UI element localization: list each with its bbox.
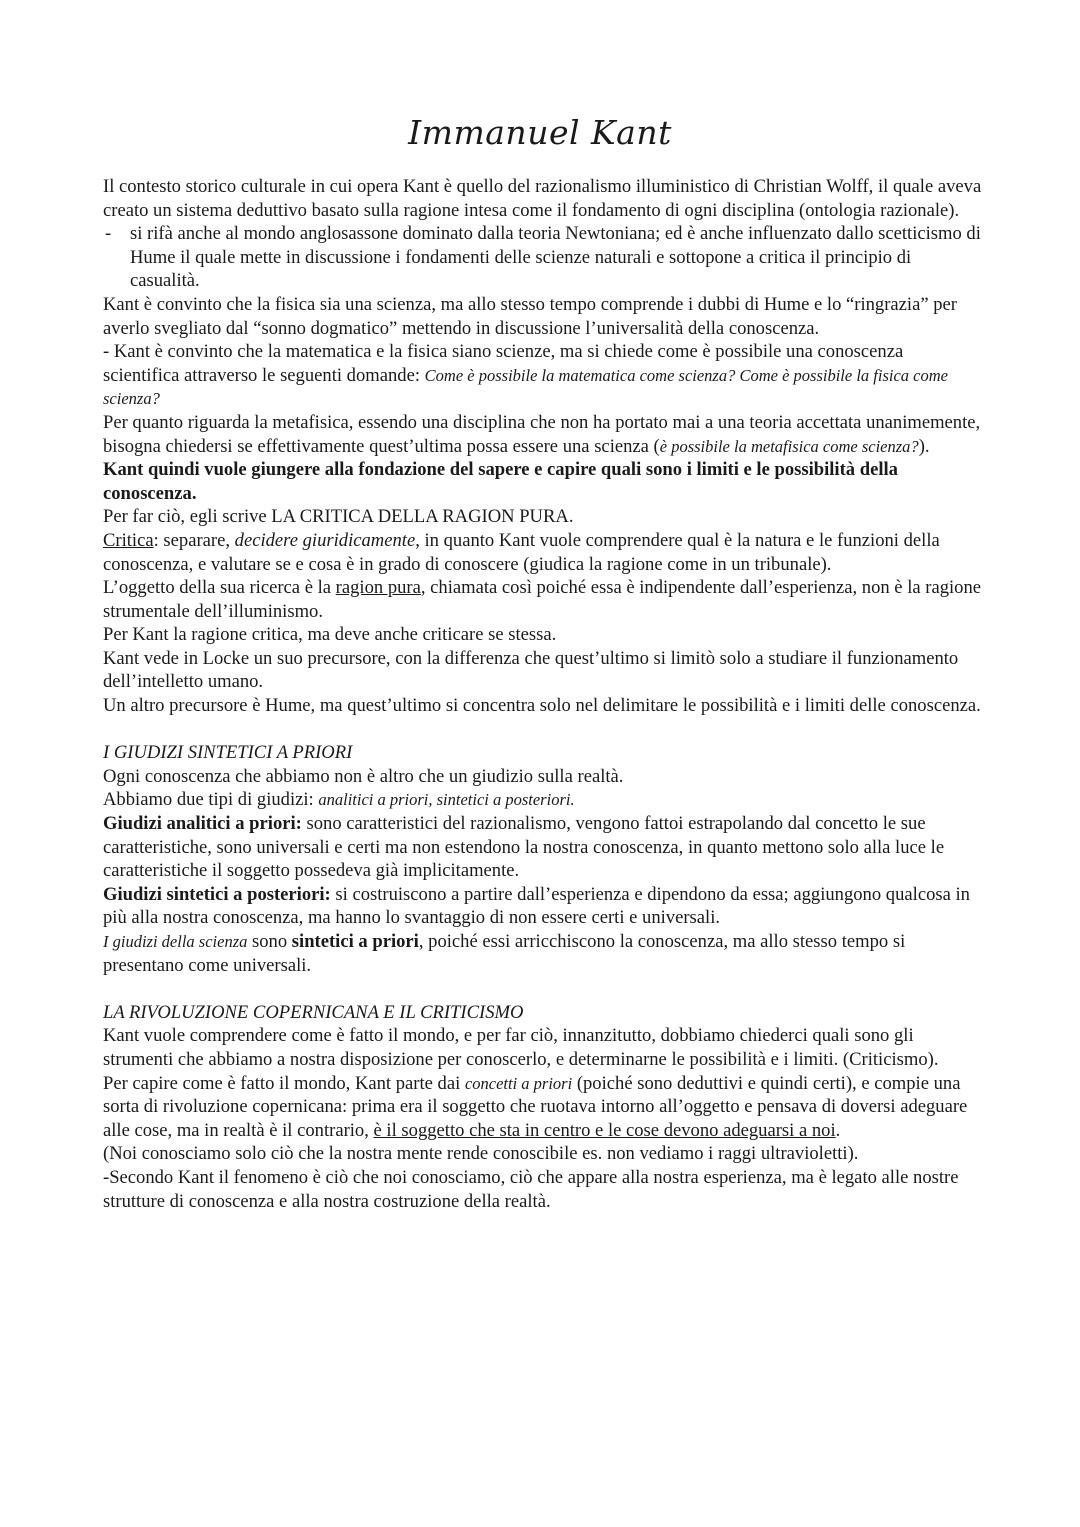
paragraph-sintetici-posteriori xyxy=(103,883,983,930)
paragraph-rivoluzione xyxy=(103,1072,983,1143)
scienza-italic: I giudizi della scienza xyxy=(103,932,248,951)
scienza-text-b: , poiché essi arricchiscono la conoscenza, ma allo stesso tempo si presentano come universali. xyxy=(103,931,906,976)
critica-term: Critica xyxy=(103,529,154,551)
paragraph-scienza xyxy=(103,930,983,977)
paragraph-self-critique: Per Kant la ragione critica, ma deve anche criticare se stessa. xyxy=(103,624,557,646)
sintetici-posteriori-text: si costruiscono a partire dall’esperienza e dipendono da essa; aggiungono qualcosa in più alla nostra conoscenza, ma hanno lo svantaggio di non essere certi e universali. xyxy=(103,883,970,929)
bullet-dash: - xyxy=(105,223,112,245)
questions-italic: Come è possibile la matematica come scienza? Come è possibile la fisica come scienza? xyxy=(103,365,948,409)
questions-text: - Kant è convinto che la matematica e la fisica siano scienze, ma si chiede come è possibile una conoscenza scientifica attraverso le seguenti domande: xyxy=(103,341,904,386)
concetti-priori-italic: concetti a priori xyxy=(464,1073,573,1093)
scienza-text-a: sono xyxy=(247,931,292,952)
paragraph-fenomeno: -Secondo Kant il fenomeno è ciò che noi conosciamo, ciò che appare alla nostra esperienza, ma è legato alle nostre strutture di conoscenza e alla nostra costruzione della realtà. xyxy=(103,1166,959,1212)
sintetici-posteriori-term: Giudizi sintetici a posteriori: xyxy=(103,883,331,905)
ragion-pura-term: ragion pura xyxy=(335,577,421,599)
analitici-text: sono caratteristici del razionalismo, vengono fattoi estrapolando dal concetto le sue caratteristiche, sono universali e certi ma non estendono la nostra conoscenza, in quanto mettono solo alla luce le caratteristiche il soggetto possedeva già implicitamente. xyxy=(103,813,945,882)
critica-text-b: , in quanto Kant vuole comprendere qual è la natura e le funzioni della conoscenza, e valutare se e cosa è in grado di conoscere (giudica la ragione come in un tribunale). xyxy=(103,529,940,575)
paragraph-locke: Kant vede in Locke un suo precursore, con la differenza che quest’ultimo si limitò solo a studiare il funzionamento dell’intelletto umano. xyxy=(103,647,959,693)
two-types-text: Abbiamo due tipi di giudizi: xyxy=(103,789,319,811)
metaphysics-text: Per quanto riguarda la metafisica, essendo una disciplina che non ha portato mai a una teoria accettata unanimemente, bisogna chiedersi se effettivamente quest’ultima possa essere una scienza ( xyxy=(103,411,981,457)
section-heading-giudizi: I GIUDIZI SINTETICI A PRIORI xyxy=(103,742,353,764)
paragraph-ragion-pura xyxy=(103,576,983,623)
critica-text-a: : separare, xyxy=(153,529,235,551)
sintetici-priori-term: sintetici a priori xyxy=(291,931,419,952)
paragraph-questions xyxy=(103,340,983,411)
two-types-italic: analitici a priori, sintetici a posteriori. xyxy=(318,790,575,810)
spacer xyxy=(103,718,983,742)
bullet-item xyxy=(103,222,983,293)
document-body xyxy=(103,175,983,1213)
spacer xyxy=(103,977,983,1001)
paragraph-metaphysics xyxy=(103,411,983,458)
paragraph-hume: Kant è convinto che la fisica sia una scienza, ma allo stesso tempo comprende i dubbi di Hume e lo “ringrazia” per averlo svegliato dal “sonno dogmatico” mettendo in discussione l’universalità della conoscenza. xyxy=(103,293,957,339)
soggetto-centro-underline: è il soggetto che sta in centro e le cose devono adeguarsi a noi xyxy=(373,1119,836,1141)
critica-italic: decidere giuridicamente xyxy=(234,529,416,551)
section-heading-rivoluzione: LA RIVOLUZIONE COPERNICANA E IL CRITICISMO xyxy=(103,1001,524,1023)
rivoluzione-text-c: . xyxy=(835,1119,841,1141)
rivoluzione-text-a: Per capire come è fatto il mondo, Kant parte dai xyxy=(103,1072,465,1094)
paragraph-criticismo: Kant vuole comprendere come è fatto il mondo, e per far ciò, innanzitutto, dobbiamo chiederci quali sono gli strumenti che abbiamo a nostra disposizione per conoscerlo, e determinarne le possibilità e i limiti. (Criticismo). xyxy=(103,1025,939,1070)
paragraph-context: Il contesto storico culturale in cui opera Kant è quello del razionalismo illuministico di Christian Wolff, il quale aveva creato un sistema deduttivo basato sulla ragione intesa come il fondamento di ogni disciplina (ontologia razionale). xyxy=(103,176,982,221)
metaphysics-italic: è possibile la metafisica come scienza? xyxy=(659,436,919,456)
analitici-term: Giudizi analitici a priori: xyxy=(103,813,302,835)
bullet-text: si rifà anche al mondo anglosassone dominato dalla teoria Newtoniana; ed è anche influenzato dallo scetticismo di Hume il quale mette in discussione i fondamenti delle scienze naturali e sottopone a critica il principio di casualità. xyxy=(130,223,981,292)
paragraph-critica-definition xyxy=(103,529,983,576)
metaphysics-end: ). xyxy=(918,435,930,457)
paragraph-hume-precursor: Un altro precursore è Hume, ma quest’ultimo si concentra solo nel delimitare le possibilità e i limiti delle conoscenza. xyxy=(103,695,981,717)
paragraph-giudizio: Ogni conoscenza che abbiamo non è altro che un giudizio sulla realtà. xyxy=(103,765,624,787)
paragraph-two-types xyxy=(103,788,983,812)
paragraph-foundation: Kant quindi vuole giungere alla fondazione del sapere e capire quali sono i limiti e le possibilità della conoscenza. xyxy=(103,459,898,504)
ragion-text-a: L’oggetto della sua ricerca è la xyxy=(103,577,336,599)
page-title: Immanuel Kant xyxy=(408,113,672,152)
rivoluzione-text-b: (poiché sono deduttivi e quindi certi), e compie una sorta di rivoluzione copernicana: prima era il soggetto che ruotava intorno all’oggetto e pensava di doversi adeguare alle cose, ma in realtà è il contrario, xyxy=(103,1072,968,1141)
paragraph-analitici xyxy=(103,812,983,883)
paragraph-critique-book: Per far ciò, egli scrive LA CRITICA DELLA RAGION PURA. xyxy=(103,506,574,528)
paragraph-ultravioletti: (Noi conosciamo solo ciò che la nostra mente rende conoscibile es. non vediamo i raggi ultravioletti). xyxy=(103,1143,859,1165)
ragion-text-b: , chiamata così poiché essa è indipendente dall’esperienza, non è la ragione strumentale dell’illuminismo. xyxy=(103,577,982,622)
